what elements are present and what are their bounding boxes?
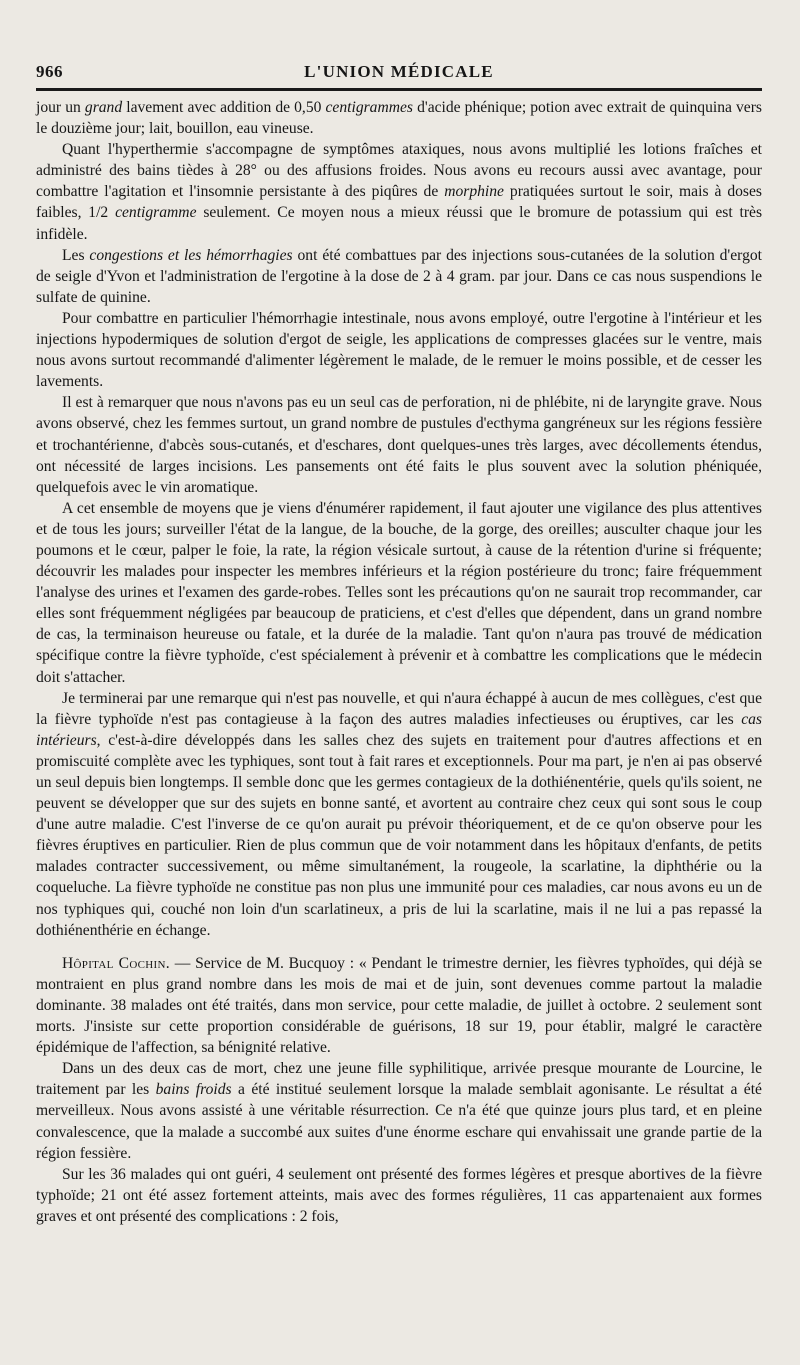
text-run: — Service de M. Bucquoy : « Pendant le trimestre dernier, les fièvres typhoïdes, qui déjà se montraient en plus grand nombre dans les mois de mai et de juin, sont devenues comme partout la maladie dominante. 38 malades ont été traités, dans mon service, pour cette maladie, de juillet à octobre. 2 seulement sont morts. J'insiste sur cette proportion considérable de guérisons, 18 sur 19, pour établir, malgré le caractère épidémique de l'affection, sa bénignité relative.	[36, 954, 762, 1057]
text-run: Dans un des deux cas de mort, chez une jeune fille syphilitique, arrivée presque mourante de Lourcine, le traitement par les	[36, 1060, 762, 1099]
text-run: jour un	[36, 99, 85, 116]
text-run: lavement avec addition de 0,50	[122, 99, 326, 116]
section-heading: Hôpital Cochin.	[62, 954, 170, 972]
text-run: , c'est-à-dire développés dans les salles chez des sujets en traitement pour d'autres affections et en promiscuité complète avec les typhiques, sont tout à fait rares et exceptionnels. Pour ma part, je n'en ai pas observé un seul depuis bien longtemps. Il semble donc que les germes contagieux de la dothiénentérie, quels qu'ils soient, ne peuvent se développer que sur des sujets en bonne santé, et avortent au contraire chez ceux qui sont sous le coup d'une autre maladie. C'est l'inverse de ce qu'on aurait pu prévoir théoriquement, et de ce qu'on observe pour les fièvres éruptives en particulier. Rien de plus commun que de voir notamment dans les hôpitaux d'enfants, de petits malades contracter successivement, ou même simultanément, la rougeole, la scarlatine, la diphthérie ou la coqueluche. La fièvre typhoïde ne constitue pas non plus une immunité pour ces maladies, car nous avons eu un de nos typhiques qui, couché non loin d'un scarlatineux, a pris de lui la scarlatine, mais il ne lui a pas repassé la dothiénenthérie en échange.	[36, 731, 762, 939]
text-run: a été institué seulement lorsque la malade semblait agonisante. Le résultat a été merveilleux. Nous avons assisté à une véritable résurrection. Ce n'a été que quinze jours plus tard, et en pleine convalescence, que la malade a succombé aux suites d'une énorme eschare qui envahissait une grande partie de la région fessière.	[36, 1081, 762, 1162]
italic-text: morphine	[444, 183, 504, 201]
paragraph	[36, 1058, 762, 1163]
italic-text: grand	[84, 99, 123, 116]
paragraph	[36, 97, 762, 139]
paragraph	[36, 953, 762, 1058]
page-header	[36, 62, 762, 91]
paragraph	[36, 688, 762, 941]
text-run: pratiquées surtout le soir, mais à doses faibles, 1/2	[36, 183, 762, 222]
italic-text: bains froids	[155, 1081, 232, 1099]
italic-text: congestions et les hémorrhagies	[89, 246, 293, 264]
paragraph	[36, 392, 762, 497]
text-run: d'acide phénique; potion avec extrait de quinquina vers le douzième jour; lait, bouillon, eau vineuse.	[36, 99, 762, 138]
text-run: Les	[62, 246, 90, 264]
text-run: seulement. Ce moyen nous a mieux réussi que le bromure de potassium qui est très infidèle.	[36, 204, 763, 243]
paragraph	[36, 308, 762, 392]
paragraph	[36, 139, 762, 244]
text-run: Pour combattre en particulier l'hémorrhagie intestinale, nous avons employé, outre l'ergotine à l'intérieur et les injections hypodermiques de solution d'ergot de seigle, les applications de compresses glacées sur le ventre, mais nous avons surtout recommandé d'alimenter légèrement le malade, de le remuer le moins possible, et de cesser les lavements.	[36, 309, 762, 391]
italic-text: centigramme	[115, 204, 197, 222]
running-title: L'UNION MÉDICALE	[304, 62, 494, 81]
paragraph	[36, 245, 762, 308]
italic-text: centigrammes	[325, 99, 413, 116]
page-number: 966	[36, 62, 63, 81]
text-run: A cet ensemble de moyens que je viens d'énumérer rapidement, il faut ajouter une vigilance des plus attentives et de tous les jours; surveiller l'état de la langue, de la bouche, de la gorge, des oreilles; ausculter chaque jour les poumons et le cœur, palper le foie, la rate, la région vésicale surtout, à cause de la rétention d'urine si fréquente; découvrir les malades pour inspecter les membres inférieurs et la région postérieure du tronc; faire fréquemment l'analyse des urines et l'examen des garde-robes. Telles sont les précautions qu'on ne saurait trop recommander, car elles sont fréquemment négligées par beaucoup de praticiens, et c'est d'elles que dépendent, dans un grand nombre de cas, la terminaison heureuse ou fatale, et la durée de la maladie. Tant qu'on n'aura pas trouvé de médication spécifique contre la fièvre typhoïde, c'est spécialement à prévenir et à combattre les complications que le médecin doit s'attacher.	[36, 499, 762, 686]
text-run: Quant l'hyperthermie s'accompagne de symptômes ataxiques, nous avons multiplié les lotions fraîches et administré des bains tièdes à 28° ou des affusions froides. Nous avons eu recours aussi avec avantage, pour combattre l'agitation et l'insomnie persistante à des piqûres de	[36, 141, 762, 201]
text-run: Je terminerai par une remarque qui n'est pas nouvelle, et qui n'aura échappé à aucun de mes collègues, c'est que la fièvre typhoïde n'est pas contagieuse à la façon des autres maladies infectieuses ou éruptives, car les	[36, 689, 762, 728]
text-run: Sur les 36 malades qui ont guéri, 4 seulement ont présenté des formes légères et presque abortives de la fièvre typhoïde; 21 ont été assez fortement atteints, mais avec des formes régulières, 11 cas appartenaient aux formes graves et ont présenté des complications : 2 fois,	[36, 1165, 762, 1225]
paragraph	[36, 1164, 762, 1227]
paragraph	[36, 498, 762, 688]
italic-text: cas intérieurs	[36, 710, 762, 749]
article-body	[36, 97, 762, 1227]
text-run: ont été combattues par des injections sous-cutanées de la solution d'ergot de seigle d'Yvon et l'administration de l'ergotine à la dose de 2 à 4 gram. par jour. Dans ce cas nous suspendions le sulfate de quinine.	[36, 246, 762, 306]
text-run: Il est à remarquer que nous n'avons pas eu un seul cas de perforation, ni de phlébite, ni de laryngite grave. Nous avons observé, chez les femmes surtout, un grand nombre de pustules d'ecthyma gangréneux sur les régions fessière et trochantérienne, d'abcès sous-cutanés, et d'eschares, dont quelques-unes très larges, avec décollements étendus, ont nécessité de larges incisions. Les pansements ont été faits le plus souvent avec la solution phéniquée, quelquefois avec le vin aromatique.	[36, 394, 762, 496]
